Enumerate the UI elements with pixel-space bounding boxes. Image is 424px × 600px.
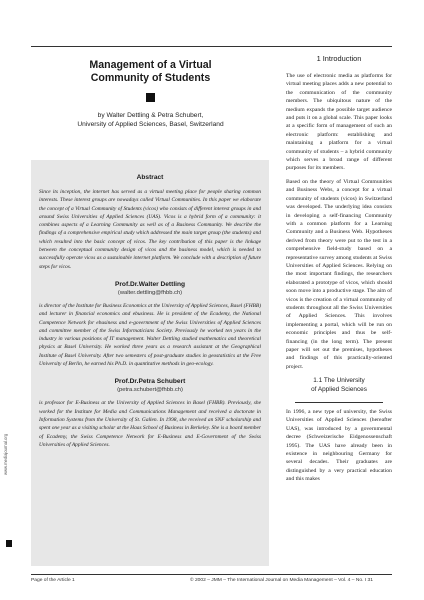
author-bio: is professor for E-Business at the University of Applied Sciences in Basel (FHBB). Previously, she worked for the Institute for Media and Communications Management and received a doctorate in Information Systems from the University of St. Gallen. In 1998, she received an SNF scholarship and spent one year as a visiting scholar at the Haas School of Business in Berkeley. She is a board member of Ecademy, the Swiss Competence Network for E-Business and E-Government of the Swiss Universities of Applied Sciences. <box>39 400 261 448</box>
byline-affiliation: University of Applied Sciences, Basel, Switzerland <box>77 121 224 128</box>
author-email: (petra.schubert@fhbb.ch) <box>117 387 183 394</box>
top-rule-left <box>31 46 392 47</box>
author-name: Prof.Dr.Walter Dettling <box>114 280 186 288</box>
side-square-mark <box>6 540 12 547</box>
author-email: (walter.dettling@fhbb.ch) <box>117 289 183 296</box>
abstract-text: Since its inception, the internet has served as a virtual meeting place for people sharing common interests. These interest groups are nowadays called Virtual Communities. In this paper we elaborate the concept of a Virtual Community of Students (vicos) who consists of different interest groups in and around Swiss Universities of Applied Sciences (UAS). Vicos is a hybrid form of a community: it combines aspects of a Learning Community as well as of a Business Community. We describe the findings of a comprehensive empirical study which addressed the main target group (the students) and which resulted into the basic concept of vicos. The key contribution of this paper is the linkage between the conceptual community design of vicos and the business model, which is needed to successfully operate vicos as a sustainable internet platform. We conclude with a description of future steps for vicos. <box>39 189 261 270</box>
subsection-heading-line2: of Applied Sciences <box>311 385 367 393</box>
abstract-box <box>31 160 269 566</box>
footer-page-label: Page of the Article 1 <box>31 578 75 583</box>
article-title-line2: Community of Students <box>90 72 211 84</box>
subsection-heading-line1: 1.1 The University <box>313 377 365 385</box>
body-column <box>286 48 392 489</box>
paragraph: Based on the theory of Virtual Communities and Business Webs, a concept for a virtual community of students (vicos) in Switzerland was developed. The underlying idea consists in developing a self-financing Community with a common platform for a Learning Community and a Business Web. Hypotheses derived from theory were put to the test in a comprehensive field-study based on a representative survey among students at Swiss Universities of Applied Sciences. Relying on the most important findings, the researchers elaborated a prototype of vicos, which should soon move into a productive stage. The aim of vicos is the creation of a virtual community of students throughout all the Swiss Universities of Applied Sciences. This involves implementing a portal, which will be run on economic principles and thus be self-financing (in the long term). The present paper will set out the premises, hypotheses and findings of this practically-oriented project. <box>286 178 392 370</box>
author-block-dettling <box>39 280 261 297</box>
paragraph: In 1996, a new type of university, the Swiss Universities of Applied Sciences (hereafter UAS), was introduced by a governmental decree (Schweizerische Eidgenossenschaft 1995). The UAS have already been in existence in neighbouring Germany for several decades. Their graduates are distinguished by a very practical education and this makes <box>286 409 392 483</box>
footer-rule <box>31 574 392 575</box>
subsection-rule <box>295 402 383 403</box>
section-heading: 1 Introduction <box>316 54 362 63</box>
author-name: Prof.Dr.Petra Schubert <box>114 378 186 386</box>
byline <box>31 111 270 129</box>
byline-authors: by Walter Dettling & Petra Schubert, <box>97 112 204 119</box>
footer-citation: © 2002 – JMM – The International Journal on Media Management – Vol. 4 – No. I 31 <box>190 578 373 583</box>
title-square-mark <box>146 93 155 102</box>
paragraph: The use of electronic media as platforms for virtual meeting places adds a new potential to the communication of the community members. The ubiquitous nature of the medium expands the possible target audience and puts it on a global scale. This paper looks at a specific form of management of such an electronic platform: establishing and maintaining a platform for a virtual community of students – a hybrid community which serves a broad range of different purposes for its members. <box>286 73 392 172</box>
author-bio: is director of the Institute for Business Economics at the University of Applied Sciences, Basel (FHBB) and lecturer in financial economics and ebusiness. He is president of the Ecademy, the National Competence Network for ebusiness and e-government of the Swiss Universities of Applied Sciences and committee member of the Swiss Informaticians Society. Previously he worked ten years in the industry in various positions of IT management. Walter Dettling studied mathematics and theoretical physics at Basel University. He worked three years as a research assistant at the Geographical Institute of Basel University. After two semesters of post-graduate studies in geostatistics at the Free University of Berlin, he earned his Ph.D. in quantitative methods in geo-ecology. <box>39 302 261 368</box>
subsection-heading <box>286 377 392 394</box>
article-header <box>31 48 270 129</box>
article-title <box>31 53 270 85</box>
author-block-schubert <box>39 377 261 394</box>
title-block <box>31 53 270 129</box>
journal-url: www.mediajournal.org <box>3 433 8 475</box>
abstract-heading: Abstract <box>136 174 164 181</box>
article-title-line1: Management of a Virtual <box>89 59 212 71</box>
